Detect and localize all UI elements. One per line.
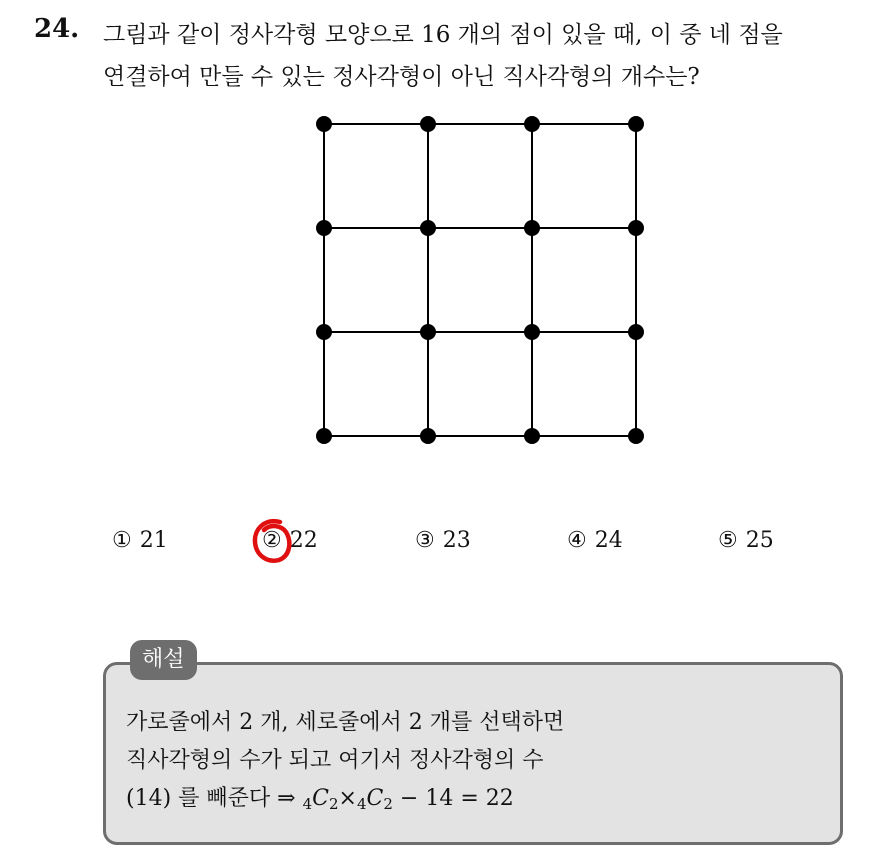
explanation-line-1: 가로줄에서 2 개, 세로줄에서 2 개를 선택하면: [126, 710, 565, 735]
answer-circle-annotation: [250, 516, 296, 566]
grid-dot: [316, 324, 332, 340]
grid-dot: [628, 116, 644, 132]
choice-3-mark: ③: [415, 528, 435, 553]
choice-5-value: 25: [745, 528, 774, 553]
grid-dot: [524, 428, 540, 444]
grid-dot: [524, 220, 540, 236]
grid-dot: [316, 220, 332, 236]
grid-dot: [316, 428, 332, 444]
choice-1[interactable]: [112, 528, 168, 553]
choice-3[interactable]: [415, 528, 471, 553]
grid-dot: [628, 324, 644, 340]
grid-dot: [316, 116, 332, 132]
grid-dot: [420, 116, 436, 132]
explanation-line-2: 직사각형의 수가 되고 여기서 정사각형의 수: [126, 748, 544, 773]
explanation-tab: 해설: [130, 640, 197, 680]
formula-n2: 4: [356, 795, 367, 813]
grid-dot: [524, 116, 540, 132]
choice-5[interactable]: [718, 528, 774, 553]
formula-rest: − 14 = 22: [392, 786, 514, 811]
formula: [303, 786, 514, 811]
choice-1-mark: ①: [112, 528, 132, 553]
grid-dot: [420, 324, 436, 340]
formula-k1: 2: [328, 795, 339, 813]
grid-dot: [628, 428, 644, 444]
question-number: 24.: [34, 14, 80, 44]
formula-c1: C: [312, 786, 329, 811]
explanation-line-3: [126, 781, 514, 813]
explanation-line-3-text: (14) 를 빼준다 ⇒: [126, 786, 296, 811]
choice-1-value: 21: [139, 528, 168, 553]
grid-dot: [420, 428, 436, 444]
formula-c2: C: [366, 786, 384, 811]
dot-grid-figure: [300, 100, 660, 460]
grid-dot: [628, 220, 644, 236]
choice-2-mark: ②: [262, 528, 282, 553]
choice-3-value: 23: [442, 528, 471, 553]
formula-k2: 2: [383, 795, 393, 813]
choice-2-value: 22: [289, 528, 318, 553]
question-text-line-2: 연결하여 만들 수 있는 정사각형이 아닌 직사각형의 개수는?: [103, 64, 700, 90]
choice-4-mark: ④: [567, 528, 587, 553]
formula-n1: 4: [302, 795, 313, 813]
choice-4-value: 24: [594, 528, 623, 553]
choice-4[interactable]: [567, 528, 623, 553]
choice-5-mark: ⑤: [718, 528, 738, 553]
question-text-line-1: 그림과 같이 정사각형 모양으로 16 개의 점이 있을 때, 이 중 네 점을: [103, 22, 783, 48]
grid-dot: [420, 220, 436, 236]
grid-dot: [524, 324, 540, 340]
formula-times: ×: [338, 786, 357, 811]
